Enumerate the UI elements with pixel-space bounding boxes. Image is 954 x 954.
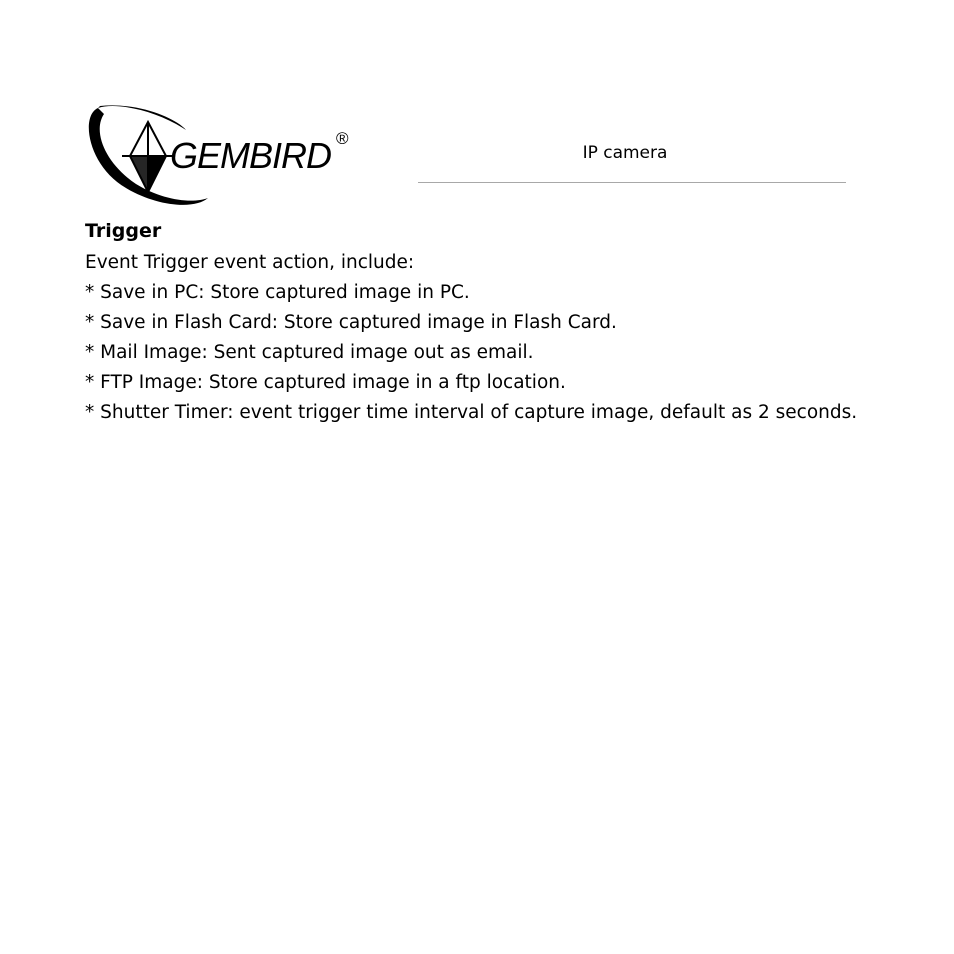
section-heading: Trigger — [85, 220, 162, 242]
logo-registered-mark: ® — [336, 129, 349, 148]
list-item: * Mail Image: Sent captured image out as email. — [85, 342, 534, 363]
gembird-logo — [86, 104, 358, 212]
list-item: * Save in Flash Card: Store captured image in Flash Card. — [85, 312, 617, 333]
logo-swoosh-top — [98, 105, 186, 130]
document-body — [85, 218, 925, 428]
list-item: * Save in PC: Store captured image in PC. — [85, 282, 470, 303]
section-intro: Event Trigger event action, include: — [85, 252, 415, 273]
header-divider — [418, 182, 846, 183]
document-header-title: IP camera — [582, 143, 668, 163]
list-item: * Shutter Timer: event trigger time interval of capture image, default as 2 seconds. — [85, 402, 858, 423]
list-item: * FTP Image: Store captured image in a ftp location. — [85, 372, 566, 393]
logo-wordmark: GEMBIRD — [170, 135, 332, 176]
